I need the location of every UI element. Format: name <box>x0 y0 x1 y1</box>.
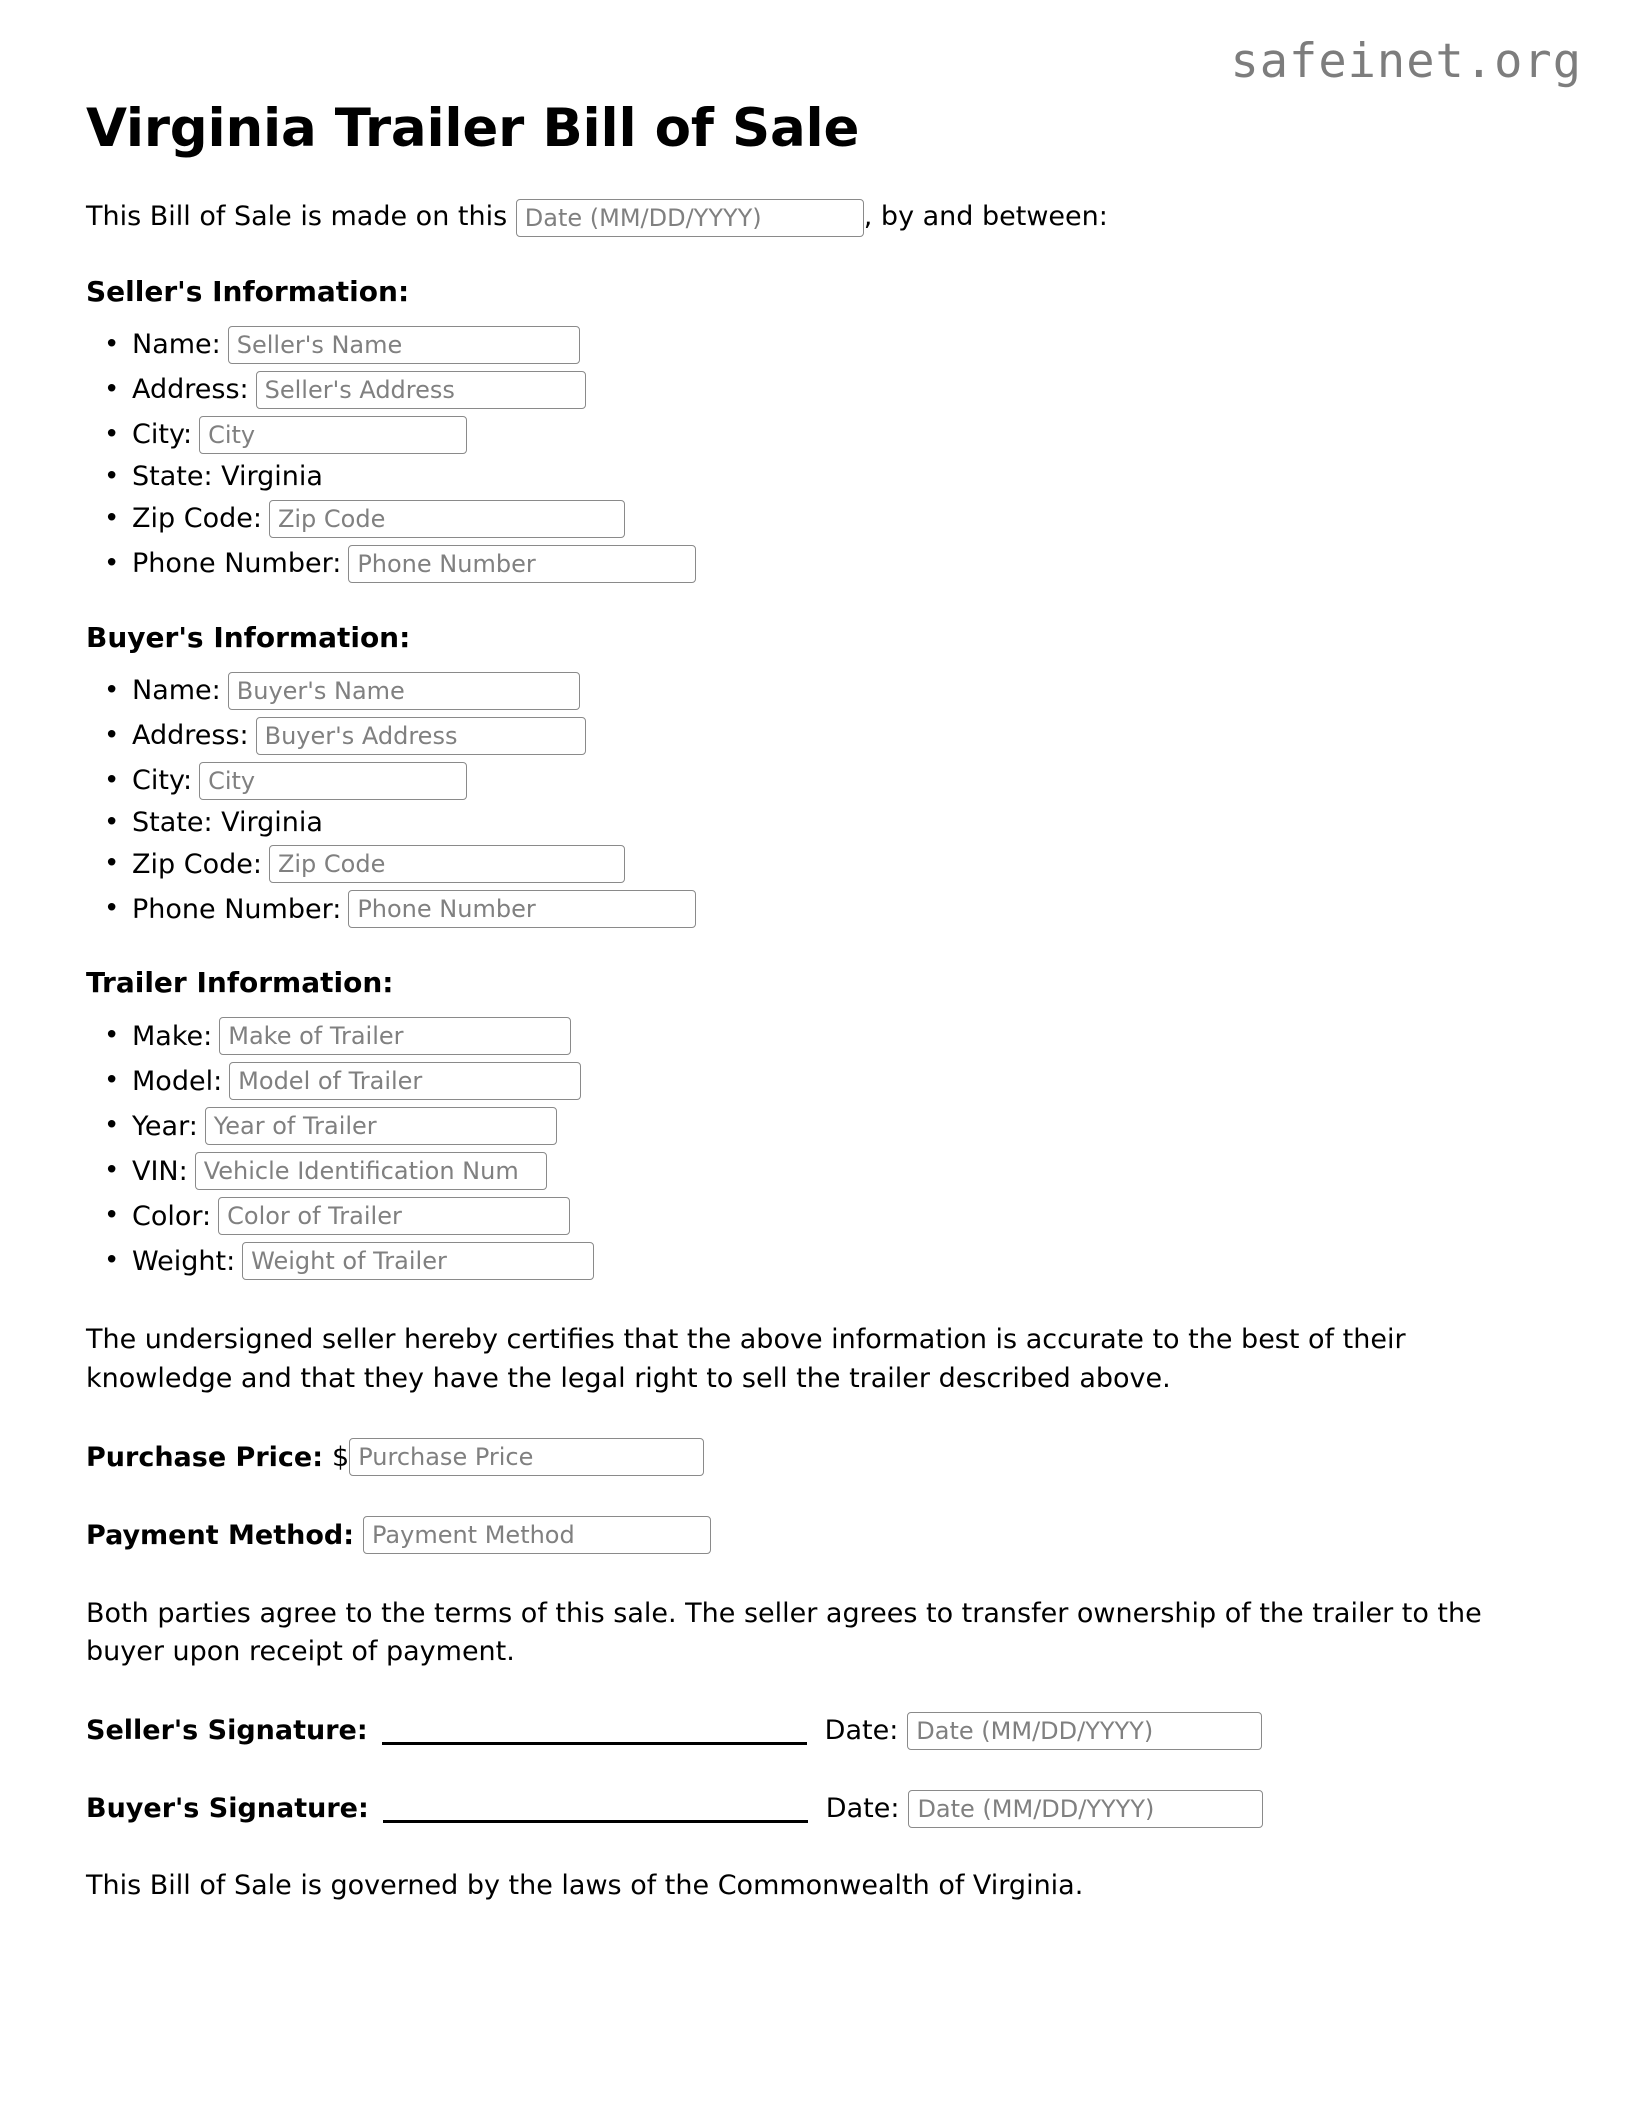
purchase-price-input[interactable]: Purchase Price <box>349 1438 704 1476</box>
payment-method-row <box>86 1516 1584 1554</box>
buyer-zip-label: • Zip Code: <box>132 848 262 880</box>
seller-city-row <box>132 416 1584 454</box>
trailer-make-label: • Make: <box>132 1020 213 1052</box>
buyer-name-row <box>132 672 1584 710</box>
buyer-state-label: • State: Virginia <box>132 806 323 838</box>
seller-address-label: • Address: <box>132 373 249 405</box>
seller-address-row <box>132 371 1584 409</box>
trailer-vin-row <box>132 1152 1584 1190</box>
seller-city-label: • City: <box>132 418 193 450</box>
seller-phone-row <box>132 545 1584 583</box>
seller-state-label: • State: Virginia <box>132 460 323 492</box>
seller-signature-date-label: Date: <box>824 1715 899 1747</box>
trailer-color-label: • Color: <box>132 1200 212 1232</box>
seller-name-label: • Name: <box>132 328 221 360</box>
seller-name-row <box>132 326 1584 364</box>
agreement-date-input[interactable]: Date (MM/DD/YYYY) <box>516 199 864 237</box>
trailer-color-row <box>132 1197 1584 1235</box>
seller-name-input[interactable]: Seller's Name <box>228 326 580 364</box>
trailer-model-input[interactable]: Model of Trailer <box>229 1062 581 1100</box>
trailer-make-row <box>132 1017 1584 1055</box>
seller-signature-line[interactable] <box>382 1716 807 1745</box>
seller-state-row <box>132 461 1584 493</box>
intro-text-after: , by and between: <box>863 201 1108 233</box>
payment-method-label: Payment Method: <box>86 1519 355 1551</box>
buyer-name-input[interactable]: Buyer's Name <box>228 672 580 710</box>
seller-phone-input[interactable]: Phone Number <box>348 545 696 583</box>
trailer-model-row <box>132 1062 1584 1100</box>
seller-address-input[interactable]: Seller's Address <box>256 371 586 409</box>
buyer-section-heading: Buyer's Information: <box>86 620 411 654</box>
trailer-field-list <box>86 1017 1584 1280</box>
buyer-signature-date-input[interactable]: Date (MM/DD/YYYY) <box>908 1790 1263 1828</box>
buyer-name-label: • Name: <box>132 674 221 706</box>
governing-law-paragraph: This Bill of Sale is governed by the laws of the Commonwealth of Virginia. <box>86 1869 1084 1901</box>
trailer-color-input[interactable]: Color of Trailer <box>218 1197 570 1235</box>
buyer-address-label: • Address: <box>132 719 249 751</box>
currency-symbol: $ <box>332 1441 350 1473</box>
trailer-weight-row <box>132 1242 1584 1280</box>
buyer-state-row <box>132 807 1584 839</box>
trailer-year-row <box>132 1107 1584 1145</box>
buyer-city-label: • City: <box>132 764 193 796</box>
seller-signature-date-input[interactable]: Date (MM/DD/YYYY) <box>907 1712 1262 1750</box>
seller-zip-row <box>132 500 1584 538</box>
buyer-signature-line[interactable] <box>383 1794 808 1823</box>
buyer-address-input[interactable]: Buyer's Address <box>256 717 586 755</box>
buyer-signature-date-label: Date: <box>825 1793 900 1825</box>
trailer-vin-input[interactable]: Vehicle Identification Num <box>195 1152 547 1190</box>
buyer-field-list <box>86 672 1584 929</box>
seller-signature-label: Seller's Signature: <box>86 1715 368 1747</box>
trailer-weight-label: • Weight: <box>132 1245 236 1277</box>
buyer-phone-row <box>132 890 1584 928</box>
certification-paragraph: The undersigned seller hereby certifies that the above information is accurate to the best of their knowledge and that they have the legal right to sell the trailer described above. <box>86 1324 1406 1394</box>
seller-field-list <box>86 326 1584 583</box>
buyer-zip-input[interactable]: Zip Code <box>269 845 625 883</box>
trailer-model-label: • Model: <box>132 1065 223 1097</box>
buyer-phone-input[interactable]: Phone Number <box>348 890 696 928</box>
buyer-signature-row <box>86 1790 1584 1828</box>
buyer-zip-row <box>132 845 1584 883</box>
page-title: Virginia Trailer Bill of Sale <box>86 98 860 159</box>
intro-text-before: This Bill of Sale is made on this <box>86 201 508 233</box>
purchase-price-label: Purchase Price: <box>86 1441 324 1473</box>
trailer-weight-input[interactable]: Weight of Trailer <box>242 1242 594 1280</box>
seller-zip-input[interactable]: Zip Code <box>269 500 625 538</box>
trailer-year-label: • Year: <box>132 1110 198 1142</box>
intro-paragraph <box>86 198 1526 237</box>
buyer-phone-label: • Phone Number: <box>132 893 342 925</box>
agreement-paragraph: Both parties agree to the terms of this sale. The seller agrees to transfer ownership of the trailer to the buyer upon receipt of payment. <box>86 1598 1482 1668</box>
trailer-year-input[interactable]: Year of Trailer <box>205 1107 557 1145</box>
seller-zip-label: • Zip Code: <box>132 502 262 534</box>
seller-city-input[interactable]: City <box>199 416 467 454</box>
buyer-address-row <box>132 717 1584 755</box>
seller-phone-label: • Phone Number: <box>132 547 342 579</box>
trailer-vin-label: • VIN: <box>132 1155 188 1187</box>
buyer-signature-label: Buyer's Signature: <box>86 1793 369 1825</box>
trailer-make-input[interactable]: Make of Trailer <box>219 1017 571 1055</box>
purchase-price-row <box>86 1438 1584 1476</box>
site-watermark: safeinet.org <box>1230 34 1582 89</box>
trailer-section-heading: Trailer Information: <box>86 966 394 1000</box>
seller-section-heading: Seller's Information: <box>86 274 410 308</box>
payment-method-input[interactable]: Payment Method <box>363 1516 711 1554</box>
buyer-city-row <box>132 762 1584 800</box>
buyer-city-input[interactable]: City <box>199 762 467 800</box>
seller-signature-row <box>86 1712 1584 1750</box>
